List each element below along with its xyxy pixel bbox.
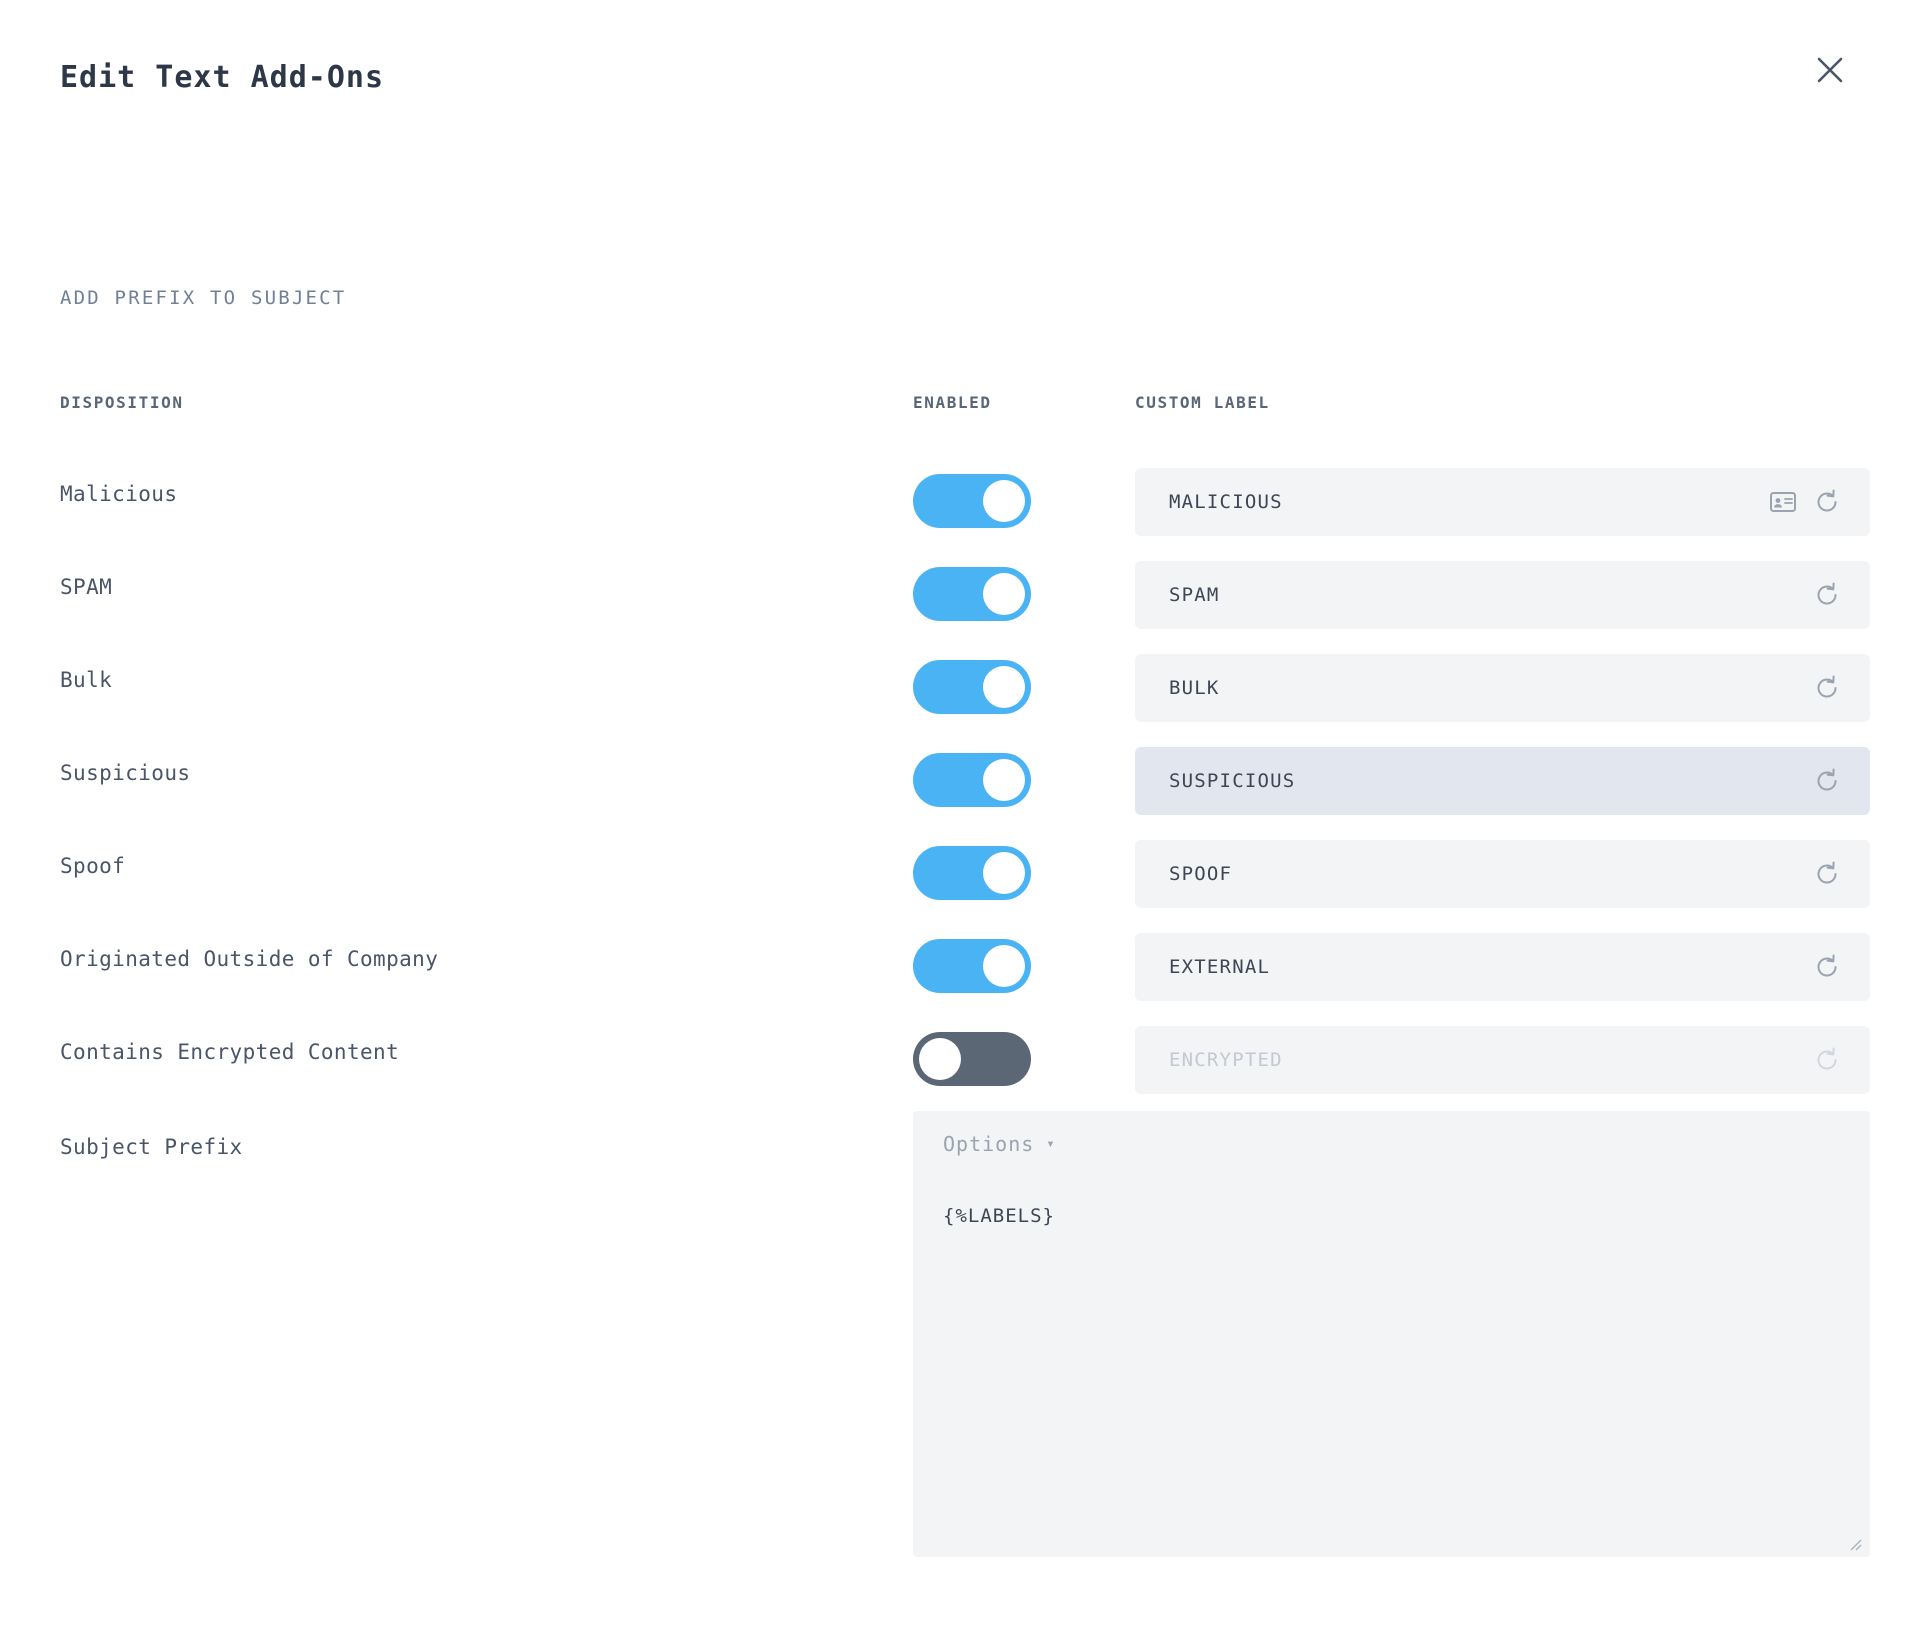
toggle-knob (983, 480, 1025, 522)
reset-icon[interactable] (1814, 675, 1840, 701)
toggle-spam[interactable] (913, 567, 1031, 621)
field-icon-group (1814, 582, 1856, 608)
reset-icon[interactable] (1814, 861, 1840, 887)
reset-icon[interactable] (1814, 954, 1840, 980)
row-label-originated-outside-of-company: Originated Outside of Company (60, 947, 439, 971)
table-row (0, 553, 1908, 646)
custom-label-field-malicious[interactable] (1135, 468, 1870, 536)
subject-prefix-row (0, 1111, 1908, 1227)
toggle-knob (983, 759, 1025, 801)
column-header-custom-label: CUSTOM LABEL (1135, 393, 1270, 412)
field-icon-group (1814, 1047, 1856, 1073)
custom-label-value: SPOOF (1169, 863, 1233, 885)
custom-label-field-spoof[interactable] (1135, 840, 1870, 908)
row-label-malicious: Malicious (60, 482, 178, 506)
close-icon[interactable] (1810, 50, 1850, 90)
toggle-suspicious[interactable] (913, 753, 1031, 807)
column-header-disposition: DISPOSITION (60, 393, 184, 412)
toggle-knob (983, 573, 1025, 615)
custom-label-value: ENCRYPTED (1169, 1049, 1283, 1071)
column-header-enabled: ENABLED (913, 393, 992, 412)
table-row (0, 832, 1908, 925)
table-row (0, 1018, 1908, 1111)
field-icon-group (1814, 675, 1856, 701)
row-label-spam: SPAM (60, 575, 113, 599)
toggle-bulk[interactable] (913, 660, 1031, 714)
dialog-header (0, 0, 1908, 130)
table-row (0, 925, 1908, 1018)
field-icon-group (1770, 489, 1856, 515)
custom-label-value: SUSPICIOUS (1169, 770, 1296, 792)
reset-icon[interactable] (1814, 582, 1840, 608)
toggle-knob (983, 852, 1025, 894)
table-row (0, 739, 1908, 832)
disposition-rows (0, 460, 1908, 1227)
table-column-headers (0, 393, 1908, 417)
custom-label-field-bulk[interactable] (1135, 654, 1870, 722)
chevron-down-icon: ▾ (1046, 1136, 1055, 1152)
field-icon-group (1814, 954, 1856, 980)
address-card-icon[interactable] (1770, 492, 1796, 512)
subject-prefix-value: {%LABELS} (943, 1205, 1055, 1227)
subject-prefix-textarea[interactable] (913, 1177, 1870, 1557)
row-label-contains-encrypted-content: Contains Encrypted Content (60, 1040, 400, 1064)
toggle-originated-outside-of-company[interactable] (913, 939, 1031, 993)
toggle-knob (983, 666, 1025, 708)
reset-icon[interactable] (1814, 768, 1840, 794)
resize-handle-icon[interactable] (1848, 1537, 1862, 1551)
toggle-knob (983, 945, 1025, 987)
custom-label-field-spam[interactable] (1135, 561, 1870, 629)
row-label-spoof: Spoof (60, 854, 126, 878)
row-label-bulk: Bulk (60, 668, 113, 692)
custom-label-value: SPAM (1169, 584, 1220, 606)
field-icon-group (1814, 768, 1856, 794)
section-label: ADD PREFIX TO SUBJECT (60, 287, 347, 309)
custom-label-field-external[interactable] (1135, 933, 1870, 1001)
options-dropdown-label: Options (943, 1132, 1035, 1156)
field-icon-group (1814, 861, 1856, 887)
options-dropdown[interactable] (913, 1111, 1870, 1177)
row-label-suspicious: Suspicious (60, 761, 191, 785)
table-row (0, 460, 1908, 553)
table-row (0, 646, 1908, 739)
toggle-contains-encrypted-content[interactable] (913, 1032, 1031, 1086)
reset-icon (1814, 1047, 1840, 1073)
toggle-malicious[interactable] (913, 474, 1031, 528)
custom-label-value: MALICIOUS (1169, 491, 1283, 513)
subject-prefix-label: Subject Prefix (60, 1135, 243, 1159)
page-title: Edit Text Add-Ons (60, 60, 385, 95)
toggle-spoof[interactable] (913, 846, 1031, 900)
custom-label-field-suspicious[interactable] (1135, 747, 1870, 815)
custom-label-value: EXTERNAL (1169, 956, 1271, 978)
custom-label-value: BULK (1169, 677, 1220, 699)
toggle-knob (919, 1038, 961, 1080)
custom-label-field-encrypted (1135, 1026, 1870, 1094)
reset-icon[interactable] (1814, 489, 1840, 515)
